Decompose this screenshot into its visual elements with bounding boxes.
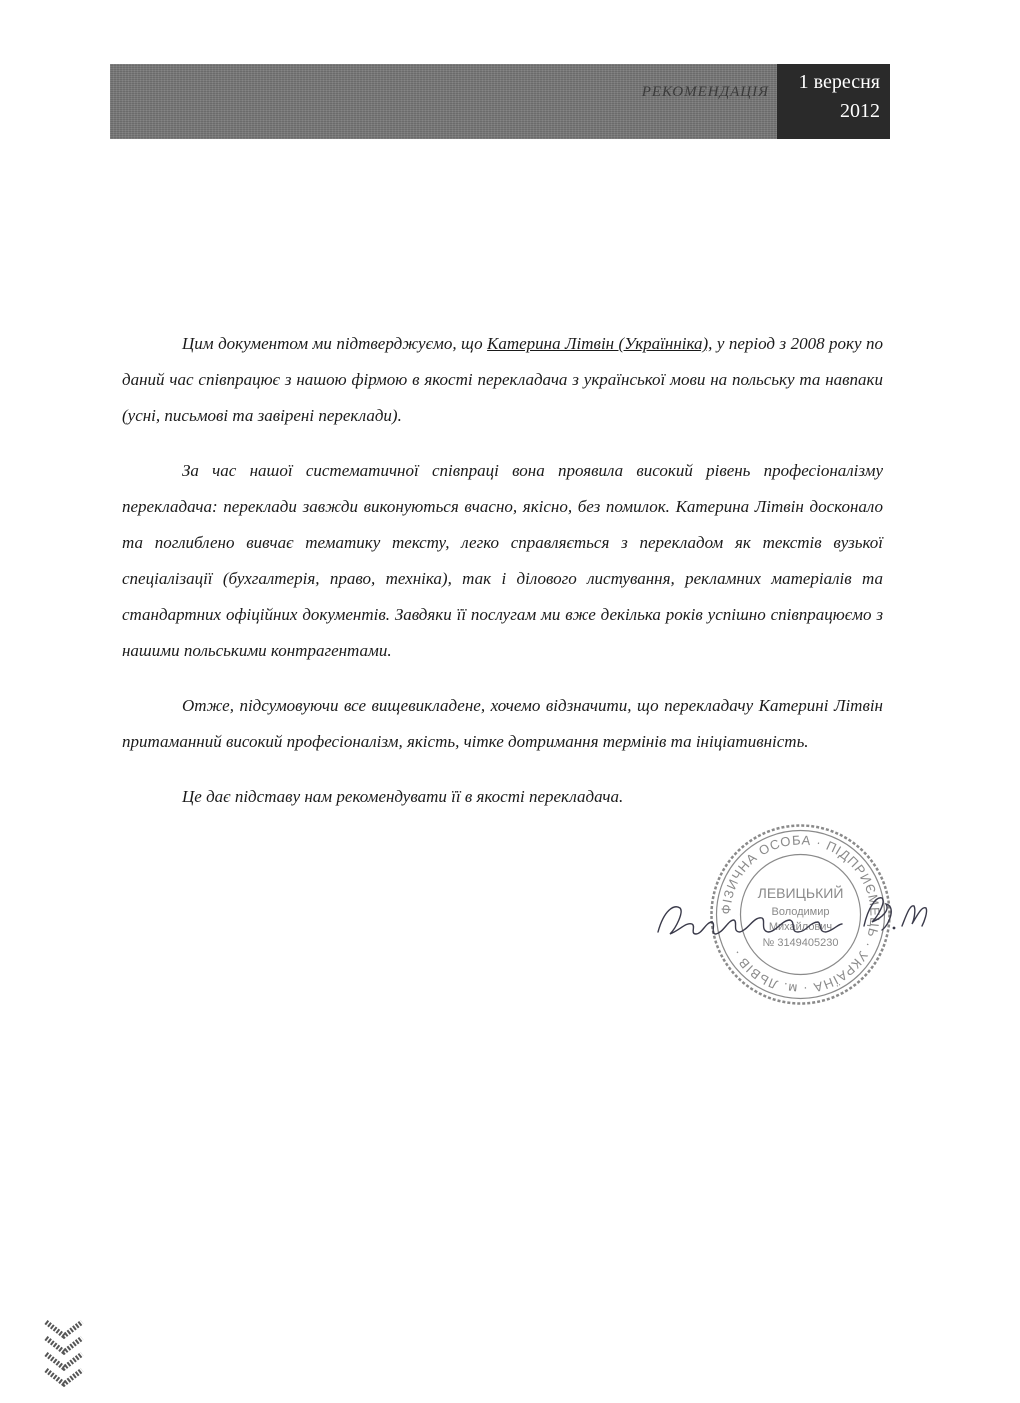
date-box [777, 64, 890, 139]
header-band [110, 64, 777, 139]
document-title: РЕКОМЕНДАЦІЯ [641, 84, 769, 100]
paragraph-3: Отже, підсумовуючи все вищевикладене, хочемо відзначити, що перекладачу Катерині Літвін притаманний високий професіоналізм, якість, чітке дотримання термінів та ініціативність. [122, 696, 883, 751]
date-year: 2012 [840, 100, 880, 122]
stamp-patronymic: Михайлович [768, 921, 833, 933]
handwritten-signature [650, 880, 940, 950]
paragraph-1-start: Цим документом ми підтверджуємо, що [182, 334, 488, 353]
paragraph-4: Це дає підставу нам рекомендувати її в якості перекладача. [182, 787, 624, 806]
letter-body [122, 326, 883, 834]
stamp-surname: ЛЕВИЦЬКИЙ [757, 885, 844, 901]
paragraph-1 [122, 326, 883, 434]
translator-name: Катерина Літвін (Українніка), [487, 334, 713, 353]
chevron-down-icon [44, 1318, 84, 1388]
paragraph-2: За час нашої систематичної співпраці вона проявила високий рівень професіоналізму перекладача: переклади завжди виконуються вчасно, якісно, без помилок. Катерина Літвін досконало та поглиблено вивчає тематику тексту, легко справляється з перекладом як текстів вузької спеціалізації (бухгалтерія, право, техніка), так і ділового листування, рекламних матеріалів та стандартних офіційних документів. Завдяки її послугам ми вже декілька років успішно співпрацюємо з нашими польськими контрагентами. [122, 461, 883, 660]
stamp-number: № 3149405230 [762, 937, 839, 949]
date-day-month: 1 вересня [798, 71, 880, 93]
paragraph-1-end: у період з 2008 року по даний час співпрацює з нашою фірмою в якості перекладача з української мови на польську та навпаки (усні, письмові та завірені переклади). [122, 334, 883, 425]
stamp-first-name: Володимир [771, 906, 830, 918]
stamp-ring-text: ФІЗИЧНА ОСОБА · ПІДПРИЄМЕЦЬ · УКРАЇНА · м. ЛЬВІВ · [718, 832, 883, 997]
